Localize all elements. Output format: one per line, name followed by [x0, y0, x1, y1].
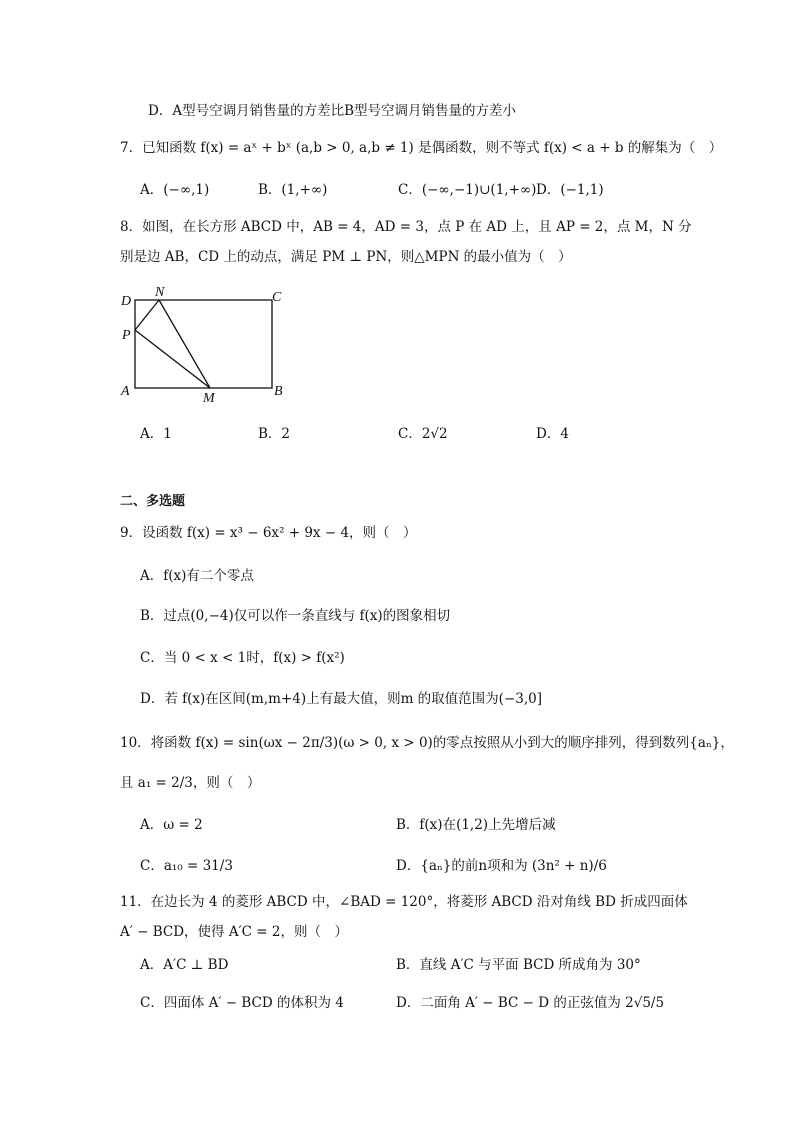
q10-stem-line2: 且 a₁ = 2/3，则（ ）: [120, 775, 261, 791]
q7-option-a: A．(−∞,1): [140, 182, 210, 198]
q9-option-c: C．当 0 < x < 1时，f(x) > f(x²): [140, 650, 345, 666]
q9-option-b: B．过点(0,−4)仅可以作一条直线与 f(x)的图象相切: [140, 608, 451, 624]
q11-option-d: D．二面角 A′ − BC − D 的正弦值为 2√5/5: [396, 995, 665, 1011]
q11-option-c: C．四面体 A′ − BCD 的体积为 4: [140, 995, 344, 1011]
q9-option-d: D．若 f(x)在区间(m,m+4)上有最大值，则m 的取值范围为(−3,0]: [140, 691, 542, 707]
label-c: C: [272, 290, 282, 305]
label-n: N: [155, 285, 165, 300]
q8-option-a: A．1: [140, 426, 172, 442]
q7-option-c: C．(−∞,−1)∪(1,+∞): [398, 182, 537, 198]
q8-option-c: C．2√2: [398, 426, 448, 442]
q11-option-b: B．直线 A′C 与平面 BCD 所成角为 30°: [396, 957, 641, 973]
q10-option-c: C．a₁₀ = 31/3: [140, 858, 233, 874]
q9-option-a: A．f(x)有二个零点: [140, 568, 254, 584]
q10-stem-line1: 10．将函数 f(x) = sin(ωx − 2π/3)(ω > 0, x > 0)的零点按照从小到大的顺序排列，得到数列{aₙ}，: [120, 735, 734, 751]
segment-nm: [159, 300, 210, 388]
q10-option-b: B．f(x)在(1,2)上先增后减: [396, 817, 556, 833]
q7-stem: 7．已知函数 f(x) = aˣ + bˣ (a,b > 0, a,b ≠ 1) 是偶函数，则不等式 f(x) < a + b 的解集为（ ）: [120, 140, 723, 156]
q8-option-d: D．4: [536, 426, 569, 442]
q10-option-d: D．{aₙ}的前n项和为 (3n² + n)/6: [396, 858, 607, 874]
q7-option-b: B．(1,+∞): [258, 182, 328, 198]
label-d: D: [121, 294, 132, 309]
label-p: P: [122, 328, 131, 343]
q11-stem-line1: 11．在边长为 4 的菱形 ABCD 中，∠BAD = 120°，将菱形 ABCD 沿对角线 BD 折成四面体: [120, 894, 688, 910]
q6-option-d: D．A型号空调月销售量的方差比B型号空调月销售量的方差小: [148, 103, 516, 119]
q11-stem-line2: A′ − BCD，使得 A′C = 2，则（ ）: [120, 924, 348, 940]
q10-option-a: A．ω = 2: [140, 817, 203, 833]
q11-option-a: A．A′C ⊥ BD: [140, 957, 229, 973]
q8-stem-line1: 8．如图，在长方形 ABCD 中，AB = 4，AD = 3，点 P 在 AD 上，且 AP = 2，点 M，N 分: [120, 219, 692, 235]
label-b: B: [274, 384, 283, 399]
q7-option-d: D．(−1,1): [536, 182, 604, 198]
label-m: M: [203, 391, 215, 406]
q8-rectangle-figure: [115, 283, 315, 408]
q9-stem: 9．设函数 f(x) = x³ − 6x² + 9x − 4，则（ ）: [120, 525, 417, 541]
segment-pm: [135, 330, 210, 388]
label-a: A: [121, 384, 130, 399]
q8-stem-line2: 别是边 AB，CD 上的动点，满足 PM ⊥ PN，则△MPN 的最小值为（ ）: [120, 249, 572, 265]
q8-option-b: B．2: [258, 426, 291, 442]
rect-abcd: [135, 300, 272, 388]
section-title: 二、多选题: [120, 494, 186, 509]
segment-pn: [135, 300, 159, 330]
